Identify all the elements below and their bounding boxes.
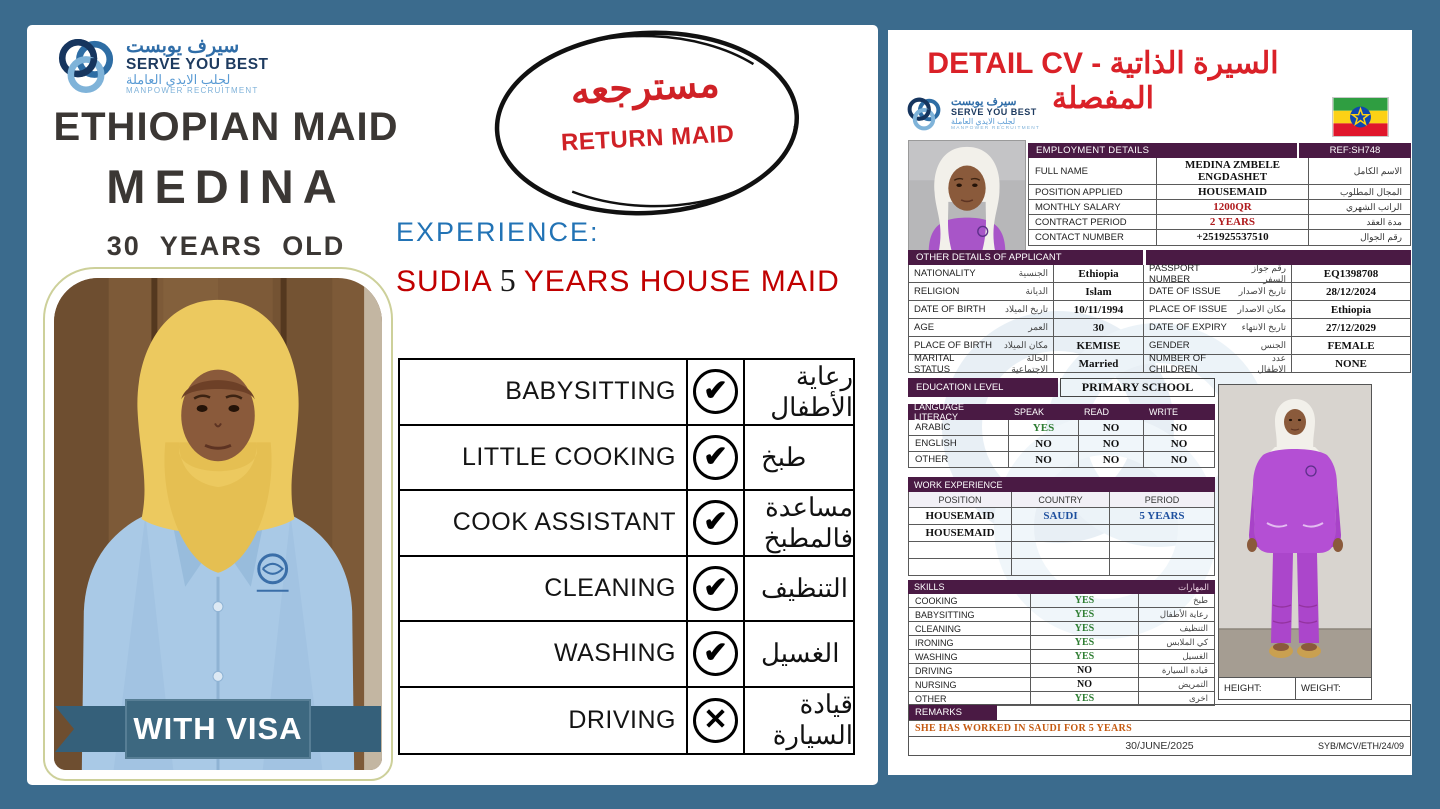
language-row — [908, 452, 1215, 468]
field-value: 28/12/2024 — [1325, 285, 1377, 298]
cv-date: 30/JUNE/2025 — [1125, 740, 1194, 752]
skill-row — [908, 664, 1215, 678]
skill-name: DRIVING — [909, 664, 1031, 677]
skill-label-en: BABYSITTING — [400, 360, 688, 424]
skill-mark-cell — [688, 622, 745, 686]
skill-name: NURSING — [909, 678, 1031, 691]
position-value: HOUSEMAID — [909, 508, 1012, 524]
country-value — [1012, 559, 1110, 575]
check-mark-icon: ✕ — [693, 698, 738, 743]
skill-mark-cell — [688, 557, 745, 621]
field-label: DATE OF EXPIRY تاريخ الانتهاء — [1144, 319, 1292, 336]
field-value: 2 YEARS — [1157, 215, 1309, 229]
column-header: SPEAK — [1014, 407, 1045, 417]
column-header: COUNTRY — [1012, 492, 1110, 507]
skill-name-arabic: رعاية الأطفال — [1159, 609, 1208, 619]
skill-label-en: LITTLE COOKING — [400, 426, 688, 490]
field-label: NATIONALITY الجنسية — [909, 265, 1054, 282]
skill-row — [400, 360, 853, 426]
logo-english-name: SERVE YOU BEST — [951, 107, 1037, 118]
maid-age-line: 30 YEARS OLD — [106, 231, 346, 261]
language-literacy-table — [908, 404, 1215, 468]
skill-value: YES — [1031, 608, 1139, 621]
cv-title: DETAIL CV - السيرة الذاتية المفصلة — [927, 47, 1279, 115]
cv-code: SYB/MCV/ETH/24/09 — [1317, 741, 1404, 751]
ref-number: REF:SH748 — [1299, 143, 1411, 158]
skill-row — [400, 491, 853, 557]
flyer-title: ETHIOPIAN MAID — [53, 105, 399, 149]
field-value: 1200QR — [1157, 200, 1309, 214]
skill-value: NO — [1031, 664, 1139, 677]
visa-badge: WITH VISA — [125, 699, 311, 759]
visa-ribbon — [55, 699, 381, 761]
agency-logo-knot-icon — [53, 33, 119, 99]
skill-name: COOKING — [909, 594, 1031, 607]
country-value: SAUDI — [1012, 508, 1110, 524]
column-header: LANGUAGE LITERACY — [914, 402, 965, 422]
field-label: NUMBER OF CHILDREN عدد الاطفال — [1144, 355, 1292, 372]
skill-row — [908, 650, 1215, 664]
skills-table — [908, 580, 1215, 706]
employment-row — [1028, 215, 1411, 230]
skill-label-en: DRIVING — [400, 688, 688, 754]
skill-name-arabic: التنظيف — [1179, 623, 1208, 633]
detail-cv-panel — [888, 30, 1412, 775]
field-value: NONE — [1335, 357, 1367, 370]
skill-mark-cell — [688, 426, 745, 490]
maid-photo — [54, 278, 382, 770]
skill-name-arabic: قيادة السيارة — [1161, 665, 1208, 675]
field-label: AGE العمر — [909, 319, 1054, 336]
skill-row — [400, 557, 853, 623]
skill-label-en: COOK ASSISTANT — [400, 491, 688, 555]
period-value: 5 YEARS — [1139, 510, 1185, 522]
experience-years: 5 — [499, 262, 517, 298]
remarks-section — [908, 704, 1411, 756]
logo-arabic-tagline: لجلب الايدي العاملة — [126, 72, 231, 88]
field-value: Ethiopia — [1330, 303, 1372, 316]
skill-name: WASHING — [909, 650, 1031, 663]
skill-value: YES — [1031, 594, 1139, 607]
skill-row — [908, 678, 1215, 692]
stamp-arabic-text: مسترجعه — [569, 63, 721, 113]
country-value — [1012, 542, 1110, 558]
employment-row — [1028, 230, 1411, 245]
logo-english-tagline: MANPOWER RECRUITMENT — [951, 126, 1041, 132]
maid-name: MEDINA — [106, 160, 346, 213]
full-body-photo — [1219, 385, 1371, 677]
field-value: 30 — [1054, 319, 1144, 336]
field-value: MEDINA ZMBELE ENGDASHET — [1157, 158, 1309, 184]
field-label-arabic: مدة العقد — [1366, 216, 1402, 227]
field-label: POSITION APPLIED — [1029, 185, 1157, 199]
height-label: HEIGHT: — [1219, 678, 1296, 699]
skill-row — [400, 622, 853, 688]
field-value: Married — [1054, 355, 1144, 372]
skill-label-ar: التنظيف — [761, 572, 848, 603]
field-label: FULL NAME — [1029, 158, 1157, 184]
skill-name: OTHER — [909, 692, 1031, 705]
field-label-arabic: رقم الجوال — [1360, 232, 1402, 243]
skill-name-arabic: طبخ — [1193, 595, 1208, 605]
speak-value: YES — [1009, 420, 1079, 435]
maid-portrait-illustration — [54, 278, 382, 770]
logo-english-tagline: MANPOWER RECRUITMENT — [126, 85, 259, 95]
skill-mark-cell — [688, 491, 745, 555]
field-label: PASSPORT NUMBER رقم جواز السفر — [1144, 265, 1292, 282]
skill-label-ar: رعاية الأطفال — [770, 360, 853, 422]
skill-row — [400, 688, 853, 754]
work-experience-row — [908, 508, 1215, 525]
period-value — [1110, 525, 1214, 541]
field-label: CONTRACT PERIOD — [1029, 215, 1157, 229]
skills-checklist-table — [398, 358, 855, 755]
education-value: PRIMARY SCHOOL — [1060, 378, 1215, 397]
field-label: DATE OF ISSUE تاريخ الاصدار — [1144, 283, 1292, 300]
write-value: NO — [1170, 453, 1188, 466]
employment-row — [1028, 200, 1411, 215]
skill-name-arabic: الغسيل — [1182, 651, 1208, 661]
field-label: MONTHLY SALARY — [1029, 200, 1157, 214]
position-value — [909, 559, 1012, 575]
skill-mark-cell — [688, 360, 745, 424]
other-details-row — [908, 262, 1411, 285]
field-value: HOUSEMAID — [1157, 185, 1309, 199]
other-details-header: OTHER DETAILS OF APPLICANT — [908, 250, 1143, 265]
skill-label-en: CLEANING — [400, 557, 688, 621]
check-mark-icon: ✔ — [693, 435, 738, 480]
language-name: ARABIC — [909, 420, 1009, 435]
education-label: EDUCATION LEVEL — [908, 378, 1058, 397]
position-value — [909, 542, 1012, 558]
weight-label: WEIGHT: — [1301, 683, 1341, 694]
skill-value: YES — [1031, 636, 1139, 649]
column-header: POSITION — [909, 492, 1012, 507]
check-mark-icon: ✔ — [693, 369, 738, 414]
work-experience-row — [908, 525, 1215, 542]
column-header: READ — [1084, 407, 1110, 417]
employment-header: EMPLOYMENT DETAILS — [1028, 143, 1297, 158]
check-mark-icon: ✔ — [693, 631, 738, 676]
field-value: KEMISE — [1054, 337, 1144, 354]
skill-value: YES — [1031, 692, 1139, 705]
column-header: PERIOD — [1144, 494, 1180, 505]
period-value — [1110, 559, 1214, 575]
field-label-arabic: المجال المطلوب — [1340, 186, 1402, 197]
education-level-row — [908, 378, 1215, 397]
agency-logo — [53, 33, 269, 99]
skill-label-ar: طبخ — [761, 441, 807, 472]
agency-logo-small — [904, 94, 1040, 134]
skill-name: BABYSITTING — [909, 608, 1031, 621]
skill-name-arabic: اخرى — [1189, 693, 1208, 703]
skills-header-arabic: المهارات — [1178, 581, 1209, 592]
field-label: CONTACT NUMBER — [1029, 230, 1157, 244]
work-experience-table — [908, 477, 1215, 576]
language-name: OTHER — [909, 452, 1009, 467]
skill-name-arabic: التمريض — [1178, 679, 1208, 689]
skill-name-arabic: كي الملابس — [1166, 637, 1208, 647]
language-row — [908, 420, 1215, 436]
language-name: ENGLISH — [909, 436, 1009, 451]
other-details-table — [908, 250, 1411, 373]
skill-value: YES — [1031, 622, 1139, 635]
skills-header: SKILLS — [914, 582, 945, 592]
field-label: RELIGION الديانة — [909, 283, 1054, 300]
field-label: DATE OF BIRTH تاريخ الميلاد — [909, 301, 1054, 318]
skill-label-ar: مساعدة فالمطبخ — [763, 491, 853, 553]
other-details-row — [908, 283, 1411, 301]
check-mark-icon: ✔ — [693, 500, 738, 545]
work-experience-row — [908, 542, 1215, 559]
return-maid-stamp — [484, 17, 810, 233]
experience-role: YEARS HOUSE MAID — [523, 265, 840, 298]
skill-row — [908, 594, 1215, 608]
applicant-headshot-photo — [908, 140, 1026, 254]
period-value — [1110, 542, 1214, 558]
other-details-row — [908, 319, 1411, 337]
position-value: HOUSEMAID — [909, 525, 1012, 541]
remarks-text: SHE HAS WORKED IN SAUDI FOR 5 YEARS — [909, 721, 1410, 737]
write-value: NO — [1170, 437, 1188, 450]
other-details-row — [908, 301, 1411, 319]
check-mark-icon: ✔ — [693, 566, 738, 611]
other-details-row — [908, 352, 1411, 375]
skill-row — [908, 608, 1215, 622]
work-experience-header: WORK EXPERIENCE — [908, 477, 1215, 492]
experience-label: EXPERIENCE: — [396, 217, 600, 247]
speak-value: NO — [1009, 452, 1079, 467]
remarks-header: REMARKS — [909, 705, 997, 720]
field-value: Islam — [1054, 283, 1144, 300]
experience-value — [396, 262, 840, 299]
skill-name: IRONING — [909, 636, 1031, 649]
employment-row — [1028, 185, 1411, 200]
skill-mark-cell — [688, 688, 745, 754]
logo-arabic-name: سيرف يوبست — [126, 35, 240, 57]
field-label-arabic: الراتب الشهري — [1346, 201, 1402, 212]
column-header: WRITE — [1149, 407, 1178, 417]
field-value: Ethiopia — [1054, 265, 1144, 282]
field-value: EQ1398708 — [1323, 267, 1379, 280]
work-experience-row — [908, 559, 1215, 576]
field-value: +251925537510 — [1157, 230, 1309, 244]
logo-arabic-name: سيرف يوبست — [951, 95, 1017, 108]
logo-arabic-tagline: لجلب الايدي العاملة — [951, 116, 1016, 126]
field-label: GENDER الجنس — [1144, 337, 1292, 354]
read-value: NO — [1079, 436, 1144, 451]
ethiopia-flag-icon — [1332, 97, 1389, 137]
stamp-english-text: RETURN MAID — [560, 120, 736, 157]
skill-name: CLEANING — [909, 622, 1031, 635]
left-flyer-panel — [27, 25, 878, 785]
skill-row — [400, 426, 853, 492]
employment-details-table — [1028, 143, 1411, 246]
field-label: PLACE OF BIRTH مكان الميلاد — [909, 337, 1054, 354]
field-value: FEMALE — [1327, 339, 1375, 352]
skill-value: NO — [1031, 678, 1139, 691]
field-label: PLACE OF ISSUE مكان الاصدار — [1144, 301, 1292, 318]
field-value: 10/11/1994 — [1054, 301, 1144, 318]
skill-row — [908, 622, 1215, 636]
experience-country: SUDIA — [396, 265, 493, 298]
full-body-photo-frame — [1218, 384, 1372, 700]
read-value: NO — [1079, 420, 1144, 435]
country-value — [1012, 525, 1110, 541]
skill-label-en: WASHING — [400, 622, 688, 686]
skill-row — [908, 636, 1215, 650]
write-value: NO — [1170, 421, 1188, 434]
skill-value: YES — [1031, 650, 1139, 663]
logo-english-name: SERVE YOU BEST — [126, 55, 269, 73]
field-value: 27/12/2029 — [1325, 321, 1377, 334]
skill-label-ar: الغسيل — [761, 638, 840, 669]
field-label-arabic: الاسم الكامل — [1353, 165, 1402, 176]
read-value: NO — [1079, 452, 1144, 467]
skill-label-ar: قيادة السيارة — [772, 689, 853, 751]
agency-logo-knot-icon — [904, 94, 944, 134]
employment-row — [1028, 158, 1411, 185]
language-row — [908, 436, 1215, 452]
speak-value: NO — [1009, 436, 1079, 451]
field-label: MARITAL STATUS الحالة الاجتماعية — [909, 355, 1054, 372]
